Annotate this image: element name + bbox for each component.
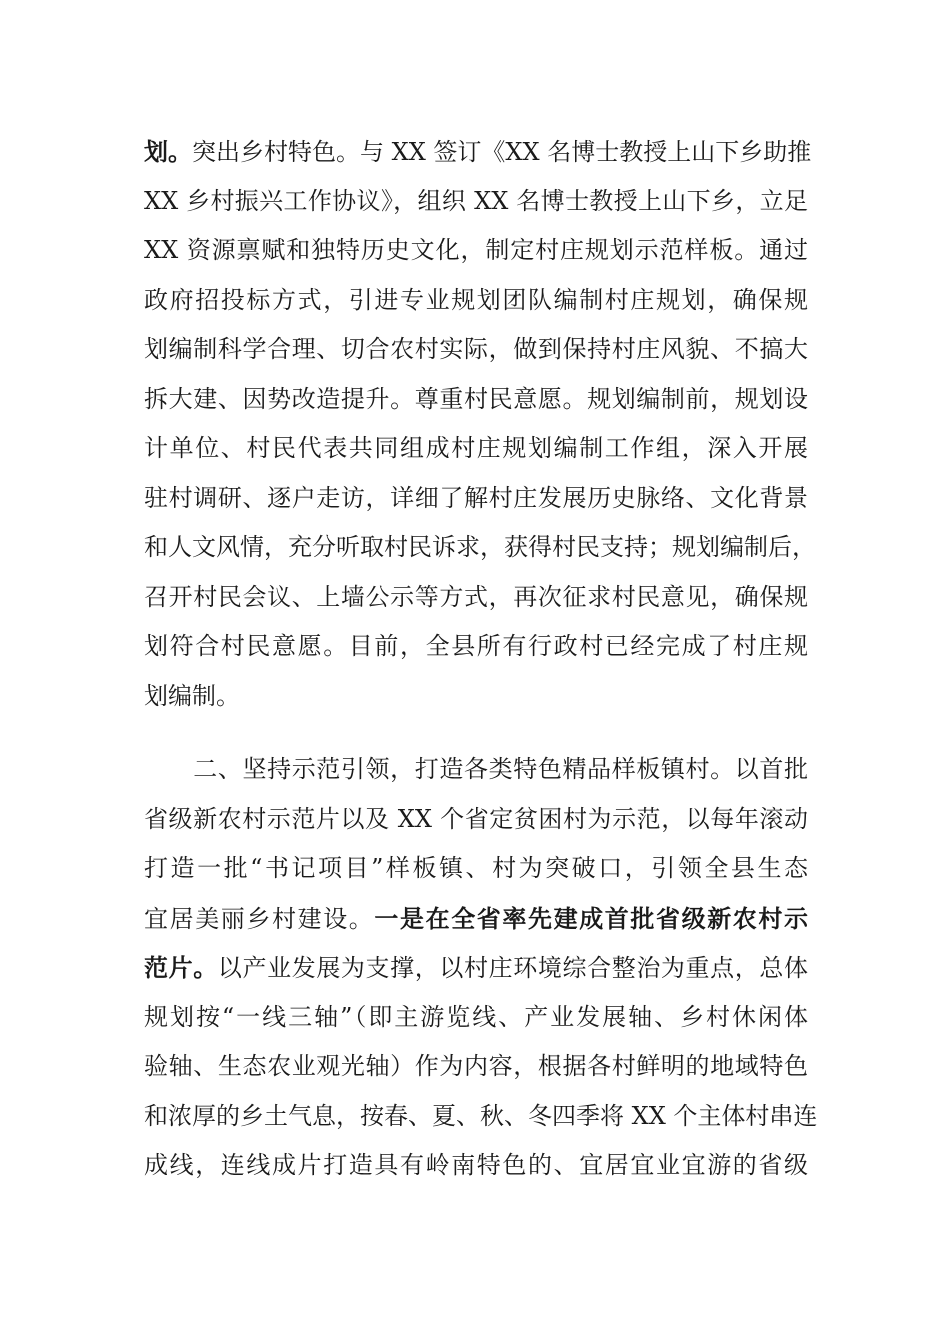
text-line: [144, 993, 808, 1043]
text-run: 召开村民会议、上墙公示等方式，再次征求村民意见，确保规: [144, 582, 808, 611]
text-run: 成线，连线成片打造具有岭南特色的、宜居宜业宜游的省级: [144, 1151, 808, 1179]
paragraph-2: [144, 745, 818, 1191]
text-line: [144, 943, 808, 993]
text-line: [144, 795, 808, 845]
text-line: [144, 424, 808, 474]
bold-text: 一是在全省率先建成首批省级新农村示: [374, 903, 809, 933]
text-run: 宜居美丽乡村建设。: [144, 904, 375, 933]
paragraph-1: [144, 127, 816, 721]
text-line: [144, 1042, 808, 1092]
text-run: XX 资源禀赋和独特历史文化，制定村庄规划示范样板。通过: [144, 236, 808, 264]
text-run: 以产业发展为支撑，以村庄环境综合整治为重点，总体: [217, 954, 809, 982]
text-run: 划符合村民意愿。目前，全县所有行政村已经完成了村庄规: [144, 632, 808, 660]
text-line: [144, 894, 808, 944]
text-line: [144, 672, 808, 722]
text-run: 和浓厚的乡土气息，按春、夏、秋、冬四季将 XX 个主体村串连: [144, 1101, 818, 1130]
text-line: [144, 474, 808, 524]
text-line: [144, 127, 812, 177]
text-run: 计单位、村民代表共同组成村庄规划编制工作组，深入开展: [144, 434, 808, 462]
text-run: 政府招投标方式，引进专业规划团队编制村庄规划，确保规: [144, 285, 808, 314]
text-run: XX 乡村振兴工作协议》，组织 XX 名博士教授上山下乡，立足: [144, 186, 808, 215]
text-run: 拆大建、因势改造提升。尊重村民意愿。规划编制前，规划设: [144, 384, 808, 413]
paragraph-gap: [144, 721, 808, 745]
text-line: [144, 226, 808, 276]
text-run: 和人文风情，充分听取村民诉求，获得村民支持；规划编制后，: [144, 533, 816, 561]
text-run: 规划按“一线三轴”（即主游览线、产业发展轴、乡村休闲体: [144, 1002, 808, 1031]
text-line: [144, 622, 808, 672]
text-line: [144, 325, 808, 375]
text-line: [144, 573, 808, 623]
text-run: 划编制。: [144, 681, 240, 710]
text-run: 驻村调研、逐户走访，详细了解村庄发展历史脉络、文化背景: [144, 483, 808, 512]
text-line: [144, 177, 808, 227]
text-run: 打造一批“书记项目”样板镇、村为突破口，引领全县生态: [144, 854, 808, 882]
text-run: 划编制科学合理、切合农村实际，做到保持村庄风貌、不搞大: [144, 335, 808, 363]
bold-text: 范片。: [144, 953, 218, 982]
document-page: [144, 127, 818, 1191]
text-line: [144, 523, 816, 573]
text-line: [144, 745, 808, 795]
text-run: 验轴、生态农业观光轴）作为内容，根据各村鲜明的地域特色: [144, 1052, 808, 1080]
text-line: [144, 375, 808, 425]
text-line: [144, 1092, 818, 1142]
text-run: 突出乡村特色。与 XX 签订《XX 名博士教授上山下乡助推: [192, 138, 812, 166]
bold-text: 划。: [144, 137, 192, 166]
text-line: [144, 1141, 808, 1191]
text-line: [144, 276, 808, 326]
text-line: [144, 844, 808, 894]
text-run: 省级新农村示范片以及 XX 个省定贫困村为示范，以每年滚动: [144, 804, 808, 833]
text-run: 二、坚持示范引领，打造各类特色精品样板镇村。以首批: [144, 755, 808, 783]
